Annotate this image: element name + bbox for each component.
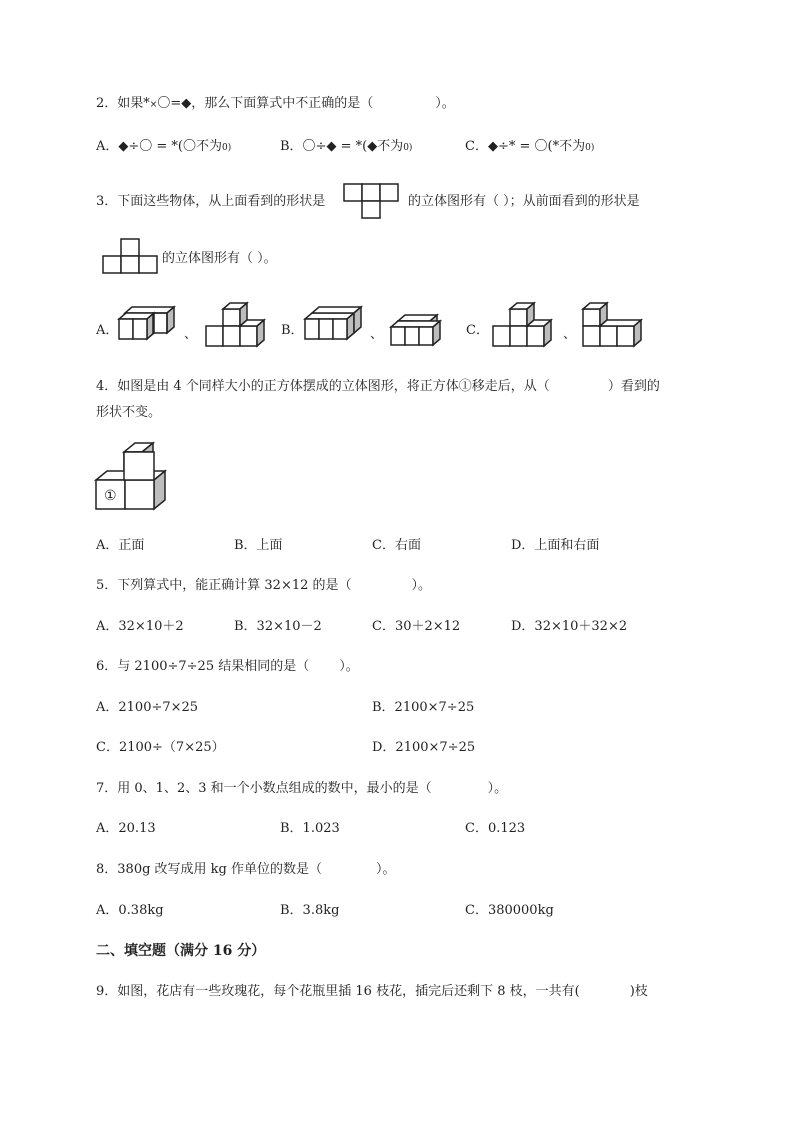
q4-stem-b: ）看到的 bbox=[607, 379, 660, 394]
q4-stem-a: 4．如图是由 4 个同样大小的正方体摆成的立体图形，将正方体①移走后，从（ bbox=[96, 379, 550, 394]
q8-stem-b: ）。 bbox=[376, 862, 396, 877]
q7-option-c[interactable]: C．0.123 bbox=[465, 821, 526, 836]
q2-option-c[interactable] bbox=[465, 138, 594, 157]
section-2-heading: 二、填空题（满分 16 分） bbox=[96, 943, 266, 959]
q4-stem bbox=[96, 378, 660, 396]
q2-stem-c: ）。 bbox=[435, 96, 455, 111]
q4-cube-label: ① bbox=[104, 488, 117, 504]
q4-option-a[interactable]: A．正面 bbox=[96, 538, 145, 553]
q8-stem bbox=[96, 861, 396, 879]
q3-option-c-label[interactable]: C． bbox=[466, 323, 489, 338]
q3-front-view-figure bbox=[102, 238, 158, 274]
q5-stem-b: ）。 bbox=[411, 578, 432, 593]
q2-option-c-tail: *不为 bbox=[552, 139, 586, 154]
q3-option-b-solid-2[interactable] bbox=[390, 314, 446, 348]
q6-stem-b: ）。 bbox=[339, 659, 359, 674]
q7-stem bbox=[96, 780, 507, 798]
q5-stem-a: 5．下列算式中，能正确计算 32×12 的是（ bbox=[96, 578, 352, 593]
q2-times: × bbox=[149, 100, 158, 110]
q3-option-b-solid-1[interactable] bbox=[304, 310, 366, 342]
q6-stem-a: 6．与 2100÷7÷25 结果相同的是（ bbox=[96, 659, 310, 674]
q5-option-a[interactable]: A．32×10＋2 bbox=[96, 619, 184, 634]
q3-option-a-label[interactable]: A． bbox=[96, 323, 119, 338]
q6-option-b[interactable]: B．2100×7÷25 bbox=[372, 700, 475, 715]
q7-stem-a: 7．用 0、1、2、3 和一个小数点组成的数中，最小的是（ bbox=[96, 781, 432, 796]
q7-option-a[interactable]: A．20.13 bbox=[96, 821, 156, 836]
q6-option-d[interactable]: D．2100×7÷25 bbox=[372, 740, 476, 755]
q2-option-c-zero: 0) bbox=[585, 143, 595, 153]
q2-option-b-zero: 0) bbox=[403, 143, 413, 153]
q7-stem-b: ）。 bbox=[487, 781, 508, 796]
q4-option-b[interactable]: B．上面 bbox=[234, 538, 283, 553]
q5-stem bbox=[96, 577, 431, 595]
q4-option-d[interactable]: D．上面和右面 bbox=[511, 538, 600, 553]
q2-stem bbox=[96, 95, 455, 114]
q3-stem-b: 的立体图形有（ ）；从前面看到的形状是 bbox=[408, 194, 640, 209]
q3-option-b-separator: 、 bbox=[370, 327, 384, 342]
q6-option-a[interactable]: A．2100÷7×25 bbox=[96, 700, 199, 715]
q3-top-view-figure bbox=[343, 183, 399, 219]
q7-option-b[interactable]: B．1.023 bbox=[280, 821, 340, 836]
q5-option-c[interactable]: C．30＋2×12 bbox=[372, 619, 461, 634]
q2-option-b[interactable] bbox=[280, 138, 412, 157]
q5-option-d[interactable]: D．32×10＋32×2 bbox=[511, 619, 628, 634]
q8-option-c[interactable]: C．380000kg bbox=[465, 903, 554, 918]
q3-option-a-solid-2[interactable] bbox=[206, 306, 266, 348]
q5-option-b[interactable]: B．32×10－2 bbox=[234, 619, 322, 634]
q8-stem-a: 8．380g 改写成用 kg 作单位的数是（ bbox=[96, 862, 323, 877]
q4-option-c[interactable]: C．右面 bbox=[372, 538, 421, 553]
q3-option-c-solid-1[interactable] bbox=[493, 306, 553, 348]
q2-option-a[interactable] bbox=[96, 138, 231, 157]
q2-option-b-tail: ◆不为 bbox=[367, 139, 404, 154]
q2-option-a-text: A．◆÷〇 = *( bbox=[96, 139, 184, 154]
q2-option-a-zero: 0) bbox=[222, 143, 232, 153]
q3-option-a-solid-1[interactable] bbox=[118, 310, 178, 342]
q2-option-b-text: B．〇÷◆ = *( bbox=[280, 139, 368, 154]
q9-stem bbox=[96, 983, 648, 1001]
q8-option-a[interactable]: A．0.38kg bbox=[96, 903, 164, 918]
q3-stem-c: 的立体图形有（ ）。 bbox=[162, 251, 277, 266]
q8-option-b[interactable]: B．3.8kg bbox=[280, 903, 340, 918]
q2-option-a-tail: 〇不为 bbox=[183, 139, 223, 154]
q4-stem-c: 形状不变。 bbox=[96, 405, 162, 420]
q2-stem-b: 〇=◆，那么下面算式中不正确的是（ bbox=[157, 96, 374, 111]
q3-option-c-solid-2[interactable] bbox=[583, 306, 643, 348]
q9-stem-a: 9．如图，花店有一些玫瑰花，每个花瓶里插 16 枝花，插完后还剩下 8 枝，一共有( bbox=[96, 984, 580, 999]
q3-option-a-separator: 、 bbox=[184, 327, 198, 342]
q2-option-c-text: C．◆÷* = 〇( bbox=[465, 139, 553, 154]
q2-stem-a: 2．如果* bbox=[96, 96, 150, 111]
q6-option-c[interactable]: C．2100÷（7×25） bbox=[96, 740, 225, 755]
q6-stem bbox=[96, 658, 359, 676]
q3-stem-a: 3．下面这些物体，从上面看到的形状是 bbox=[96, 194, 326, 209]
q3-option-c-separator: 、 bbox=[563, 327, 577, 342]
q9-stem-b: )枝 bbox=[629, 984, 648, 999]
q3-option-b-label[interactable]: B． bbox=[281, 323, 304, 338]
